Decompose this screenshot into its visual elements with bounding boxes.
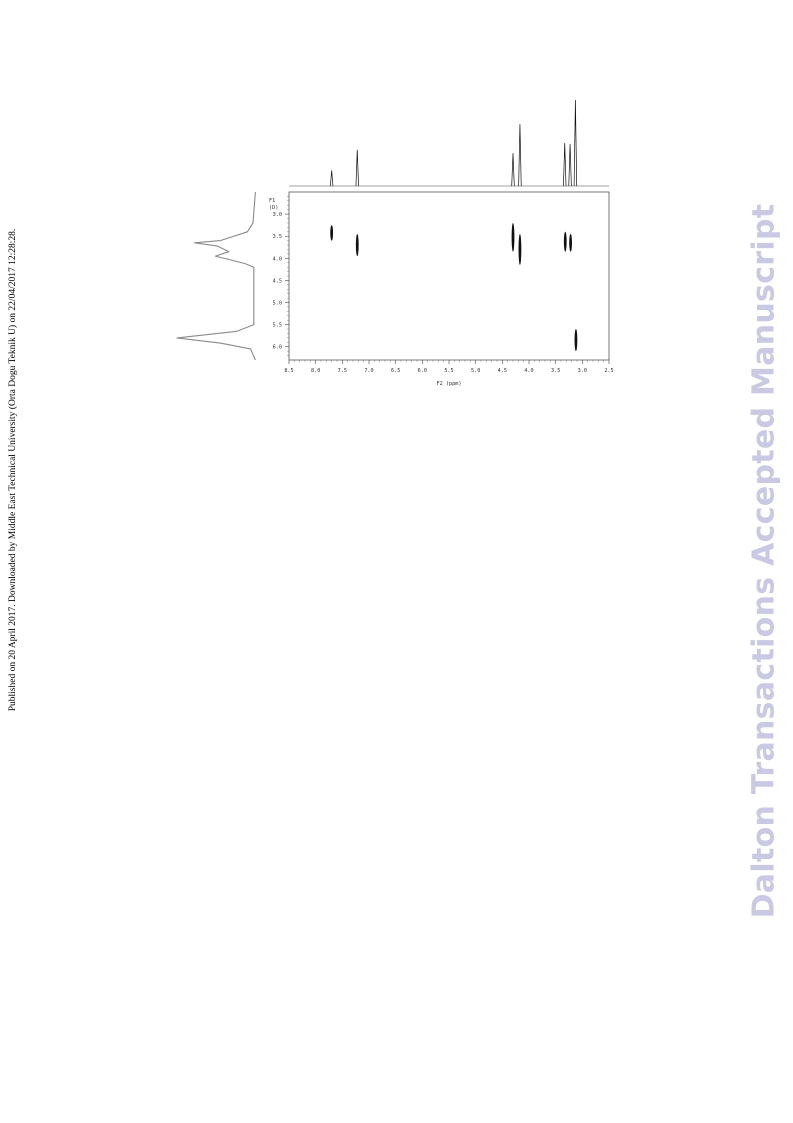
cross-peak (569, 234, 572, 252)
f2-projection-peak (563, 143, 566, 186)
cross-peak (512, 223, 515, 252)
y-tick-label: 5.5 (272, 322, 282, 329)
y-axis-label-unit: (D) (269, 205, 279, 211)
cross-peak (575, 329, 578, 351)
y-tick-label: 3.0 (272, 212, 282, 219)
x-tick-label: 5.5 (444, 368, 454, 374)
x-tick-label: 4.5 (497, 368, 508, 374)
f1-projection-trace (177, 192, 255, 360)
cross-peak (519, 234, 522, 265)
y-tick-label: 4.0 (272, 256, 282, 263)
x-tick-label: 8.5 (284, 368, 294, 374)
f1-projection-line (177, 192, 255, 360)
x-tick-label: 5.0 (470, 368, 481, 374)
f2-projection-peak (519, 124, 522, 186)
x-axis-label: F2 (ppm) (436, 381, 462, 387)
x-tick-label: 3.0 (577, 368, 588, 374)
x-tick-label: 7.0 (364, 368, 374, 374)
y-axis (273, 196, 289, 355)
cross-peak (330, 225, 333, 240)
y-tick-label: 6.0 (272, 344, 282, 351)
x-tick-label: 7.5 (337, 368, 348, 374)
y-tick-label: 5.0 (272, 300, 282, 307)
x-tick-label: 6.0 (417, 368, 428, 374)
x-tick-label: 6.5 (390, 368, 401, 374)
f2-projection-trace (289, 100, 609, 186)
f2-projection-peak (356, 150, 359, 186)
y-axis-label-f1: F1 (269, 198, 276, 204)
x-tick-label: 2.5 (604, 368, 614, 374)
f2-projection-peak (512, 153, 515, 186)
cross-peak (356, 234, 359, 256)
cross-peak (564, 232, 567, 252)
f2-projection-peak (574, 100, 577, 186)
f2-projection-peak (330, 171, 333, 186)
f2-projection-peak (569, 144, 572, 186)
x-axis (284, 360, 613, 374)
cross-peaks (330, 223, 577, 351)
x-tick-label: 4.0 (524, 368, 534, 374)
y-tick-label: 4.5 (272, 278, 282, 285)
plot-frame (289, 192, 609, 360)
accepted-manuscript-watermark: Dalton Transactions Accepted Manuscript (746, 203, 782, 919)
publication-side-note: Published on 20 April 2017. Downloaded by Middle East Technical University (Orta Dogu Teknik U) on 22/04/2017 12:28:28. (8, 228, 18, 712)
x-tick-label: 3.5 (550, 368, 561, 374)
y-tick-label: 3.5 (272, 234, 282, 241)
x-tick-label: 8.0 (310, 368, 321, 374)
